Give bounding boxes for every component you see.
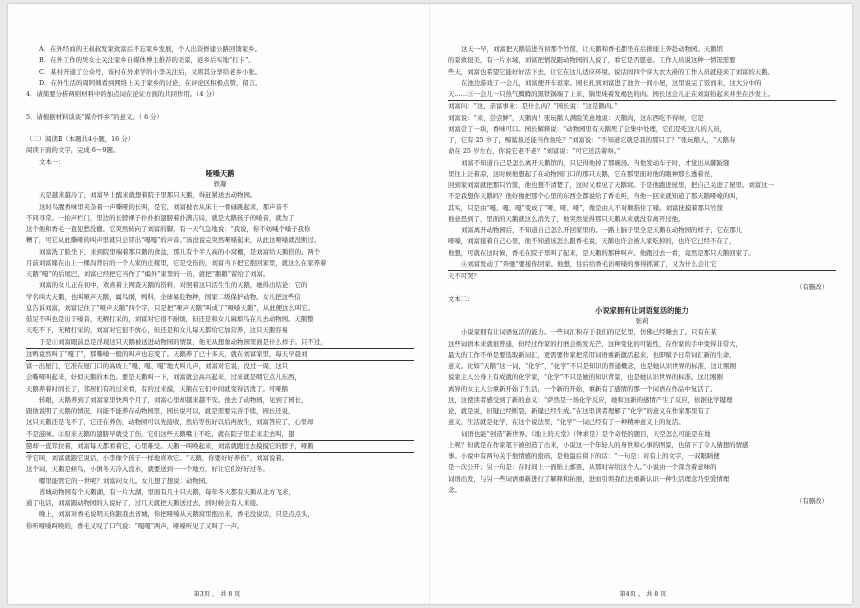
text-line-text1-label: 文本一： xyxy=(39,157,65,166)
text-line-p8a: 省城动物园有个天鹅湖，有一片大湖，里面有几十只天鹅，每年冬天都有天鹅从北方飞来， xyxy=(39,487,295,496)
page-total: 共 8 页 xyxy=(646,591,667,598)
text-line-r3a: 刘富不知道自己是怎么离开天鹅馆的，只记得他掉了那碗汤。当他发动车子时，才觉出从脚趾缝 xyxy=(461,158,730,167)
text-line-p6d: 不是滋味。②原来天鹅的翅膀早就受了伤，它们这些天鹅嘴上不吃，就在院子里走来走去叫，翅 xyxy=(26,429,414,441)
text-line-e1d: 意义。比如“天鹅”这一词，“化学”，“化学”不只是知识的普通概念，也是她认识世界的标准，这让刚刚 xyxy=(448,362,737,370)
page-4-content xyxy=(448,44,836,582)
text-line-p4e: 天吃不下，无精打采的，刘富对它很不放心，但还是和女儿每天都给它加营养，这只天鹅容易 xyxy=(26,326,289,335)
text-line-p9a: 晚上，刘富对香毛说明天你跟我去省城，你把哑嗓从天鹅窝里抱出来，香毛没说话，只是点点头， xyxy=(39,510,314,519)
text-line-p7a: 哪里能管它的一世呢？刘富问女儿。女儿想了想说：动物园。 xyxy=(39,476,212,485)
text-line-instr: 阅读下面的文字，完成 6～9题。 xyxy=(26,146,120,155)
text-line-e2a: 词语也能“创造”新世界。《地上的天堂》（钟求是）是个奇怪的题目，天空怎么可能是在地 xyxy=(461,429,711,438)
text-line-blank-2 xyxy=(26,123,414,134)
page-total: 共 8 页 xyxy=(220,591,241,598)
page-4-footer xyxy=(434,590,852,599)
text-line-e1g: 这，这使读者感受到了新的意义：“萨然是一场化学反应，她和这新的感情产生了反应，依据化学键理 xyxy=(448,395,733,404)
text-line-p4b: 学名叫大天鹅，也叫哑声天鹅，属鸟纲，鸭科，全球易危物种，国家二级保护动物。女儿把这些信 xyxy=(26,292,301,301)
exam-sheet xyxy=(8,4,852,604)
text-line-r1c: 些天，刘富也希望它能好好活下去，让它在这儿适应环境。说话间四个穿大衣大褂的工作人员就迎来了刘富的天鹅。 xyxy=(448,67,774,76)
text-line-r5b: 天不可哭？ xyxy=(448,272,480,280)
text-line-e1i: 意义，生活就是化学，在这个说法里，“化学”一词已经有了一种精神意义上的复活。 xyxy=(448,418,685,427)
page-divider xyxy=(429,4,430,604)
text-line-p3a: 刘富洗了脸坐下，来到院里端着那只鹅的食盆，那儿有个半人高的小窝棚，是刘富给天鹅搭的。两个 xyxy=(39,247,321,256)
text-line-r2f: 了，它有 25 岁了，鲸鲨鱼还能当作鱼吃？”刘富说：“不知道它就是我的那只了？”张玩鹅人，“天鹅寿 xyxy=(448,136,736,144)
text-line-p5a: 于是①刘富眼前总是浮现这只天鹅被送进动物园的情景，他无从想象动物园里面是什么样子。只不过， xyxy=(26,337,414,349)
page-3-footer xyxy=(8,590,426,599)
text-line-r3c: 回到家刘富就把那只竹筐，他也想不清楚了，这时又看见了天鹅窝。于是他跑进屋里，把自己关进了屋里。刘富这一 xyxy=(448,181,774,189)
text-line-story-author: 轶凝 xyxy=(213,180,227,188)
text-line-story-title: 哑嗓天鹅 xyxy=(205,168,235,178)
text-line-p6e: 膀却一直耷拉着，刘富每天都看着它，心里难受。天鹅一叫唤起来，刘富就跑过去摸摸它的脖子，哑鹅 xyxy=(26,441,414,453)
text-line-r-source-1: （有删改） xyxy=(796,283,828,292)
text-line-q5: 5．请根据材料谈谈“媒介怀乡”的意义。（ 6 分） xyxy=(26,112,163,121)
text-line-p9b: 你听哑嗓叫唤的，香毛又叹了口气说：“嘎嘎”两声，哑嗓听见了又叫了一声。 xyxy=(26,521,244,530)
text-line-p5c: 富一出屋门，它准在屋门口的高坡上“嘎、嘎、嘎”地大叫儿声，刘富对它说，没过一周，这只 xyxy=(26,362,289,370)
page-4 xyxy=(434,4,852,604)
page-number: 第4页 xyxy=(619,591,636,598)
text-line-r4a: 刘富离开动物园后，不知道自己怎么开回家里的。一路上脑子里全是天鹅在动物园的样子，它在那儿 xyxy=(461,226,743,234)
text-line-essay-author: 张莉 xyxy=(635,317,649,325)
text-line-r2d: 刘富说：“来，尝尝鲜”，天鹅肉！张玩鹅人满脸笑意地说：天鹅肉，这东西吃不得呀，它是 xyxy=(448,113,704,122)
page-separator: ， xyxy=(637,591,645,598)
text-line-p6c: 这只天鹅还是飞不了，它还在养伤，动物园可以先接收，然后等伤好以后再放生，刘富答应了，心里却 xyxy=(26,418,314,427)
text-line-r4b: 哑嗓，刘富接着自己心里，他不知道该怎么跟香毛说，天鹅也许会被人家吃掉的，也许它已经不在了， xyxy=(448,237,736,246)
text-line-p3c: 天鹅“嘎”的后尾巴，刘富已经把它当作了“编外”家里的一员，就把“鹅鹅”留给了刘富。 xyxy=(26,270,270,278)
page-number: 第3页 xyxy=(193,591,210,598)
text-line-r2a: 在池边游戏了一会儿，刘富便开车返家。园长扎到刘富进了池舍一间小屋，这里说完了饭而来，这大分中的 xyxy=(461,78,762,87)
page-3 xyxy=(8,4,426,604)
text-line-text2-label: 文本二： xyxy=(448,294,474,303)
text-line-p2c: 这个他和香毛一直犯愁没辙。它突然转向了刘富的脚，有一天气急地说：“我说，你不妨喊个嗓子我你 xyxy=(26,225,311,233)
text-line-r3f: 他意思到了，里面的天鹅就这么消失了，他突然觉得那只天鹅从来就没有离开过他。 xyxy=(448,214,685,223)
text-line-p6g: 这个词，天鹅是候鸟，小镇冬天冷入没水，就要送到一一个地方，好让它们好好过冬。 xyxy=(26,465,269,474)
text-line-e1e: 说家主人公身上有成就的化学家，“化学”不只是她的知识背景，也是她认识世界的标准。这让刚刚 xyxy=(448,373,723,382)
text-line-opt-c: C．某村开通了公众号，该村在外求学的小李关注后，又将其分享给老乡小张。 xyxy=(39,67,262,76)
text-line-e2c: 事。小说中有两句关于他情感的密码，是他最后留下的话：“一句是：对有上的文字，一双眼睛便 xyxy=(448,452,720,460)
text-line-r2c: 刘富问：“这，亲富事业：是什么肉？”园长说：“这是鹅肉。” xyxy=(448,102,618,111)
text-line-p2b: 不同寻常。一抬声栏门，里边的长脖裸子扑扑拍翅膀着扑满吉局，就是大鹅孩子的嗓音，就为了 xyxy=(26,213,295,222)
text-line-r3e: 其实，只是由“嘎、嘎、嘎”变成了“哑、哑、哑”，像是由人不对顺指住了嗓。刘富抚摸着那只竹筐 xyxy=(448,203,724,212)
text-line-essay-title: 小说家拥有让词语复活的能力 xyxy=(595,305,689,315)
text-line-r3b: 里往上泛着凉，这时候他想起了在动物园门口的那只天鹅，它在那里面对他的眼神那么透着亮， xyxy=(448,169,717,178)
text-line-r5a: ④刘富发动了“奔驰”要接你回家。他想，往后给香毛治哑嗓的事得抓紧了，又为什么会让它 xyxy=(448,259,836,271)
text-line-r2b: 天……③一会儿一只热气腾腾的黑铁锅端了上来，锅里炖着发褐色的肉。园长这会儿正在刘富抬起来并坐在沙发上。 xyxy=(448,89,836,101)
text-line-p5e: 天鹅养着时间长了，邻居们有的过来看，有的过来摸，天鹅在它们中间就变得活泼了。可哑鹅 xyxy=(26,384,289,393)
text-line-e1c: 最大的工作不单是要选取新词汇，更需要作家把常用词语重新激活起来，也即赋予日常词汇新的生命， xyxy=(448,350,736,359)
text-line-e2e: 词语出发，与另一些词语重新进行了解释和拓展，进而引领我们去重新认识一种生活理念乃至爱情理 xyxy=(448,474,730,483)
text-line-opt-b: B．在外工作的吴女士关注家乡自媒体博主推荐的美景，返乡后实地“打卡”。 xyxy=(39,56,255,65)
text-line-p6a: 转眼，天鹅养到了刘富家里快两个月了，刘富心里却越来越不安。他去了动物园，见到了园长， xyxy=(39,395,308,404)
text-line-q4: 4．请简要分析两则材料中的加点词在论证方面的共同作用。（4 分） xyxy=(26,90,219,98)
text-line-p5b: 这鸭竟然叫了“嘎了”，那嘶嗓一般的叫声也忘变了。天鹅养了已十多天，就在刘富家里，每天早晨刘 xyxy=(26,349,414,361)
text-line-e1b: 这些词语本来就很普通，但经过作家的打磨会焕发光芒，这种变化的可能性，在作家的手中变得非常大， xyxy=(448,339,742,348)
text-line-p6b: 跟他说明了天鹅的情况，问能不能养在动物园里，园长说可以，就是需要完善手续，园长还说， xyxy=(26,407,295,415)
text-line-e1a: 小说家拥有让词语复活的能力。一些词汇积存于我们的记忆里，仿佛已经睡去了。只有在某 xyxy=(461,328,717,337)
text-line-p8b: 通了电话，刘富跟动物园的人说好了，过几天就把天鹅送过去，到时候会有人来接。 xyxy=(26,499,263,507)
page-separator: ， xyxy=(211,591,219,598)
text-line-r4c: 他想，可就在这时候，香毛在院子里叫了起来，是天鹅的那种叫声。他跑过去一看，竟然是那只天鹅回家了。 xyxy=(448,248,755,257)
text-line-p2d: 糟了，可它从此嘶哑的叫声里就只会冒出“嘎嘎”的声音。”汤没说完突然哑嗓起来，从此这哑嗓就没断过。 xyxy=(26,236,321,245)
text-line-p4a: 刘富的女儿正在初中，欢喜着上网查天鹅的资料，对照着这只活生生的天鹅，她得出结论：它的 xyxy=(39,281,308,290)
text-line-p4c: 息告诉刘富。刘富记住了“哑声天鹅”四个字，只是把“哑声天鹅”叫成了“哑嗓天鹅”，从此便这么叫它。 xyxy=(26,303,315,312)
text-line-e2f: 念。 xyxy=(448,485,461,494)
text-line-e1f: 离异的女主人公重新开始了生活，一个新的开始，重新有了感情的那一个词语在作品中复活了。 xyxy=(448,384,717,393)
text-line-r2g: 命在 25 岁左右，你说它老不老？”刘富说：“可它还活着呀。” xyxy=(448,147,621,156)
page-3-content xyxy=(26,44,414,582)
text-line-blank-1 xyxy=(26,100,414,111)
text-line-p1: 天是越来越冷了，刘富早上醒来就想着院子里那只天鹅，得赶紧送去动物园。 xyxy=(39,191,257,200)
text-line-r1a: 这天一早，刘富把天鹅装进当初那个竹筐，让天鹅和香毛都坐在后排座上奔赴动物园。天鹅馆 xyxy=(461,45,724,53)
text-line-p2a: 这时鸟腥香味里夹杂着一声嘶哑的长叫，是它，刘富披衣从床上一骨碌跳起来，那声音不 xyxy=(39,202,289,211)
text-line-r1b: 的景致很美，有一片水域，刘富把情况跟动物园的人说了，看它是否愿意。工作人员说这种一情况需要 xyxy=(448,56,736,65)
text-line-opt-d: D．在外生活的周阿姨看到网络上关于家乡的讨论，在评论区积极点赞、留言。 xyxy=(39,78,262,87)
text-line-e2d: 是一次公开；另一句是：在时间上一面贴上邮票，从那时寄给这个人。”小说由一个深含着意味的 xyxy=(448,463,717,472)
text-line-p5d: 会嘶哑叫起来，好似天鹅的本色。要是天鹅叫一下，刘富就会高兴起来，过来就是喂它点儿东西， xyxy=(26,373,301,382)
text-line-p3b: 月前刘富嫁在山上一棵沟背后的一个人家的庄稼里，它是受伤的，刘富当下把它抱回家里，就这么在家养着 xyxy=(26,258,327,267)
text-line-e2b: 上呢？但就是在作家笔下被创造了出来，小说这一个年轻人的身世和心事的图景，也留下了令人猜想的情感 xyxy=(448,440,749,449)
text-line-e1h: 论，就是说，旧键已经断裂，新键已经生成。”在这里读者理解了“化学”的意义在作家那里有了 xyxy=(448,407,711,415)
text-line-r2e: 刘富尝了一块，香味可口。园长解释说：“动物园里有天鹅死了会集中处理，它们是吃这儿的人员， xyxy=(448,124,727,133)
text-line-r-source-2: （有删改） xyxy=(796,497,828,505)
text-line-opt-a: A．在外经商的王叔叔发家致富后不忘家乡发展，个人出资修建公路回馈家乡。 xyxy=(39,45,261,53)
text-line-p6f: 学它叫，刘富就跟它说话，小李像个孩子一样地喜欢它。“天鹅，你要好好养伤”，刘富说着。 xyxy=(26,454,289,462)
text-line-r3d: 不是我想你天鹅吗？他好像把那个心里的东西全都说给了香毛听，当他一回来就知道了那天鹅哑嗓的叫， xyxy=(448,192,742,201)
text-line-sec2: （二）阅读Ⅱ（本题共4小题，16 分） xyxy=(26,135,135,143)
text-line-p4d: 鼓足不叫也是出于嗓音，无精打采的，刘富对它很不耐烦，但还是和女儿麻烦鸟在儿去动物园。天鹅整 xyxy=(26,315,314,323)
